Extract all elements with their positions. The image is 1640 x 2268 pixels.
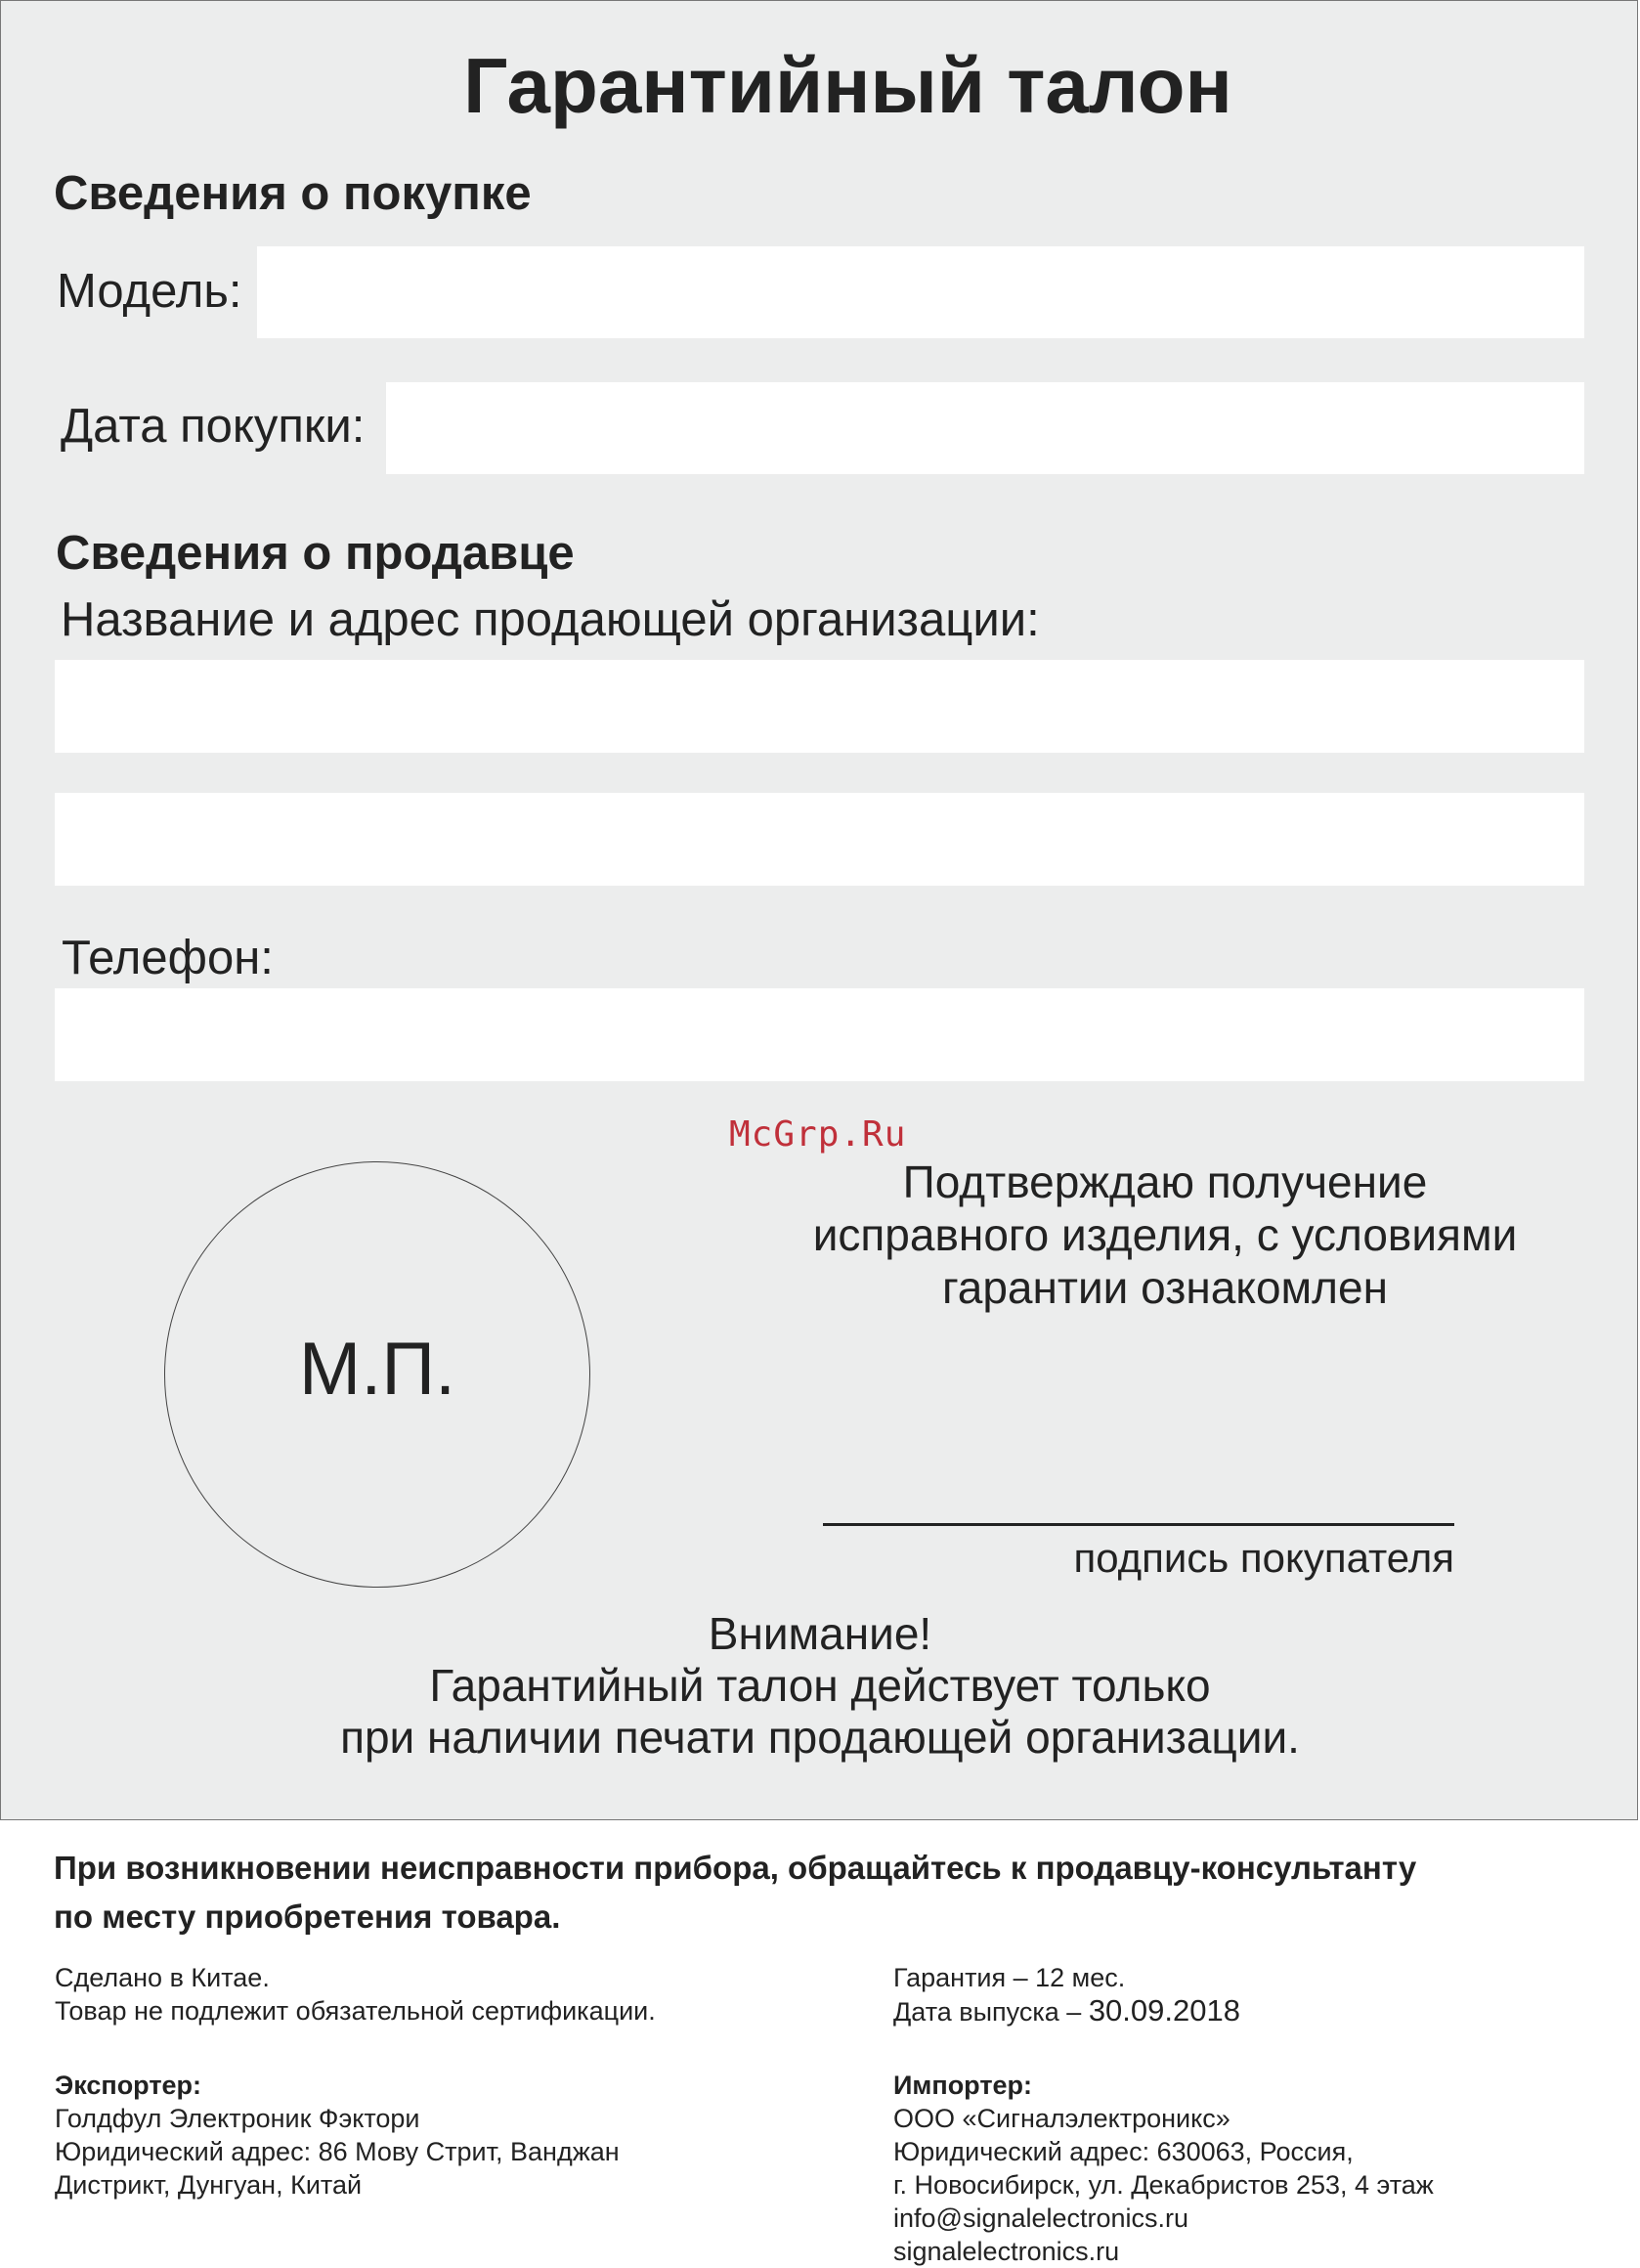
certification-text: Товар не подлежит обязательной сертификации. xyxy=(55,1996,656,2026)
release-date-row xyxy=(893,1994,1240,2028)
model-field[interactable] xyxy=(257,246,1584,338)
confirmation-line: гарантии ознакомлен xyxy=(942,1262,1388,1313)
confirmation-line: Подтверждаю получение xyxy=(902,1156,1428,1207)
release-date-value: 30.09.2018 xyxy=(1088,1993,1240,2028)
importer-line: г. Новосибирск, ул. Декабристов 253, 4 этаж xyxy=(893,2170,1434,2200)
seller-address-field[interactable] xyxy=(55,793,1584,886)
phone-field[interactable] xyxy=(55,988,1584,1081)
importer-line: Юридический адрес: 630063, Россия, xyxy=(893,2137,1354,2166)
release-date-label: Дата выпуска – xyxy=(893,1997,1082,2027)
origin-info xyxy=(55,1961,656,2028)
importer-info xyxy=(893,2069,1434,2268)
attention-line: Гарантийный талон действует только xyxy=(429,1660,1211,1711)
exporter-line: Дистрикт, Дунгуан, Китай xyxy=(55,2170,363,2200)
exporter-line: Юридический адрес: 86 Мову Стрит, Ванджан xyxy=(55,2137,620,2166)
attention-text xyxy=(0,1608,1640,1764)
attention-heading: Внимание! xyxy=(708,1608,932,1659)
seller-section-heading: Сведения о продавце xyxy=(56,527,575,580)
service-notice xyxy=(54,1844,1416,1941)
phone-label: Телефон: xyxy=(62,932,274,984)
importer-line: ООО «Сигналэлектроникс» xyxy=(893,2104,1230,2133)
stamp-circle xyxy=(164,1161,590,1588)
attention-line: при наличии печати продающей организации. xyxy=(340,1712,1300,1763)
importer-email[interactable]: info@signalelectronics.ru xyxy=(893,2203,1189,2233)
exporter-heading: Экспортер: xyxy=(55,2071,202,2100)
notice-line: по месту приобретения товара. xyxy=(54,1898,561,1935)
exporter-line: Голдфул Электроник Фэктори xyxy=(55,2104,420,2133)
purchase-section-heading: Сведения о покупке xyxy=(54,167,532,220)
seller-name-address-label: Название и адрес продающей организации: xyxy=(61,593,1040,646)
exporter-info xyxy=(55,2069,620,2202)
made-in-text: Сделано в Китае. xyxy=(55,1963,270,1992)
notice-line: При возникновении неисправности прибора, обращайтесь к продавцу-консультанту xyxy=(54,1850,1417,1886)
purchase-date-field[interactable] xyxy=(386,382,1584,474)
warranty-term: Гарантия – 12 мес. xyxy=(893,1963,1126,1992)
page-title: Гарантийный талон xyxy=(463,42,1232,129)
watermark: McGrp.Ru xyxy=(729,1114,907,1155)
confirmation-line: исправного изделия, с условиями xyxy=(812,1209,1518,1260)
importer-website[interactable]: signalelectronics.ru xyxy=(893,2237,1120,2266)
model-label: Модель: xyxy=(57,265,242,318)
warranty-info xyxy=(893,1961,1240,2028)
signature-label: подпись покупателя xyxy=(1073,1535,1454,1581)
confirmation-text xyxy=(755,1156,1575,1314)
stamp-label: М.П. xyxy=(298,1327,456,1411)
purchase-date-label: Дата покупки: xyxy=(61,400,366,453)
signature-line[interactable] xyxy=(823,1523,1454,1526)
seller-name-field[interactable] xyxy=(55,660,1584,753)
importer-heading: Импортер: xyxy=(893,2071,1033,2100)
